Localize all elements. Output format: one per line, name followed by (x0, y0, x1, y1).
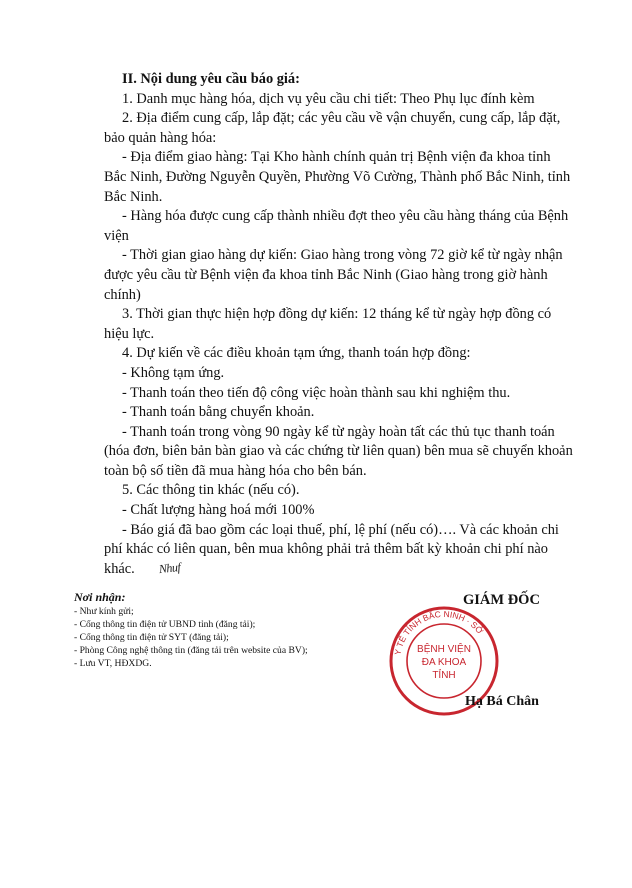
recipients-block (74, 590, 374, 670)
signer-title: GIÁM ĐỐC (463, 592, 540, 608)
stamp-line-3: TỈNH (432, 670, 456, 681)
paragraph: 3. Thời gian thực hiện hợp đồng dự kiến: 12 tháng kể từ ngày hợp đồng có hiệu lực. (104, 306, 552, 342)
signer-name: Hạ Bá Chân (465, 694, 539, 709)
paragraph: 5. Các thông tin khác (nếu có). (122, 482, 300, 499)
request-content (104, 70, 574, 579)
section-heading: II. Nội dung yêu cầu báo giá: (122, 71, 300, 87)
paragraph: 4. Dự kiến về các điều khoản tạm ứng, thanh toán hợp đồng: (122, 345, 471, 362)
recipients-label: Nơi nhận: (74, 590, 126, 604)
paragraph-last (104, 521, 574, 580)
paragraph: - Thanh toán trong vòng 90 ngày kể từ ngày hoàn tất các thủ tục thanh toán (hóa đơn, biên bản bàn giao và các chứng từ liên quan) bên mua sẽ chuyển khoản toàn bộ số tiền đã mua hàng hóa cho bên bán. (104, 423, 573, 479)
paragraph: - Thanh toán theo tiến độ công việc hoàn thành sau khi nghiệm thu. (122, 384, 511, 401)
stamp-ring-text: Y TẾ TỈNH BẮC NINH · SỞ (392, 608, 486, 656)
stamp-line-1: BỆNH VIỆN (417, 644, 471, 655)
paragraph: - Không tạm ứng. (122, 364, 225, 381)
paragraph: - Địa điểm giao hàng: Tại Kho hành chính quản trị Bệnh viện đa khoa tỉnh Bắc Ninh, Đường Nguyễn Quyền, Phường Võ Cường, Thành phố Bắc Ninh, tỉnh Bắc Ninh. (104, 149, 571, 205)
recipient-item: - Cổng thông tin điện tử UBND tỉnh (đăng tải); (74, 619, 256, 630)
recipient-item: - Phòng Công nghệ thông tin (đăng tải trên website của BV); (74, 645, 308, 656)
recipient-item: - Như kính gửi; (74, 606, 134, 617)
paragraph: 1. Danh mục hàng hóa, dịch vụ yêu cầu chi tiết: Theo Phụ lục đính kèm (122, 90, 535, 107)
recipient-item: - Lưu VT, HĐXDG. (74, 658, 152, 669)
recipient-item: - Cổng thông tin điện tử SYT (đăng tải); (74, 632, 229, 643)
paragraph: - Thanh toán bằng chuyển khoản. (122, 404, 315, 421)
paragraph: - Hàng hóa được cung cấp thành nhiều đợt theo yêu cầu hàng tháng của Bệnh viện (104, 208, 569, 244)
stamp-line-2: ĐA KHOA (421, 657, 467, 668)
initials-signature: Nhuf (157, 559, 181, 576)
paragraph: - Thời gian giao hàng dự kiến: Giao hàng trong vòng 72 giờ kể từ ngày nhận được yêu cầu từ Bệnh viện đa khoa tỉnh Bắc Ninh (Giao hàng trong giờ hành chính) (104, 247, 563, 303)
paragraph: 2. Địa điểm cung cấp, lắp đặt; các yêu cầu về vận chuyển, cung cấp, lắp đặt, bảo quản hàng hóa: (104, 110, 561, 146)
paragraph-text: - Báo giá đã bao gồm các loại thuế, phí, lệ phí (nếu có)…. Và các khoản chi phí khác có liên quan, bên mua không phải trả thêm bất kỳ khoản chi phí nào khác. (104, 521, 559, 577)
paragraph: - Chất lượng hàng hoá mới 100% (122, 502, 315, 519)
